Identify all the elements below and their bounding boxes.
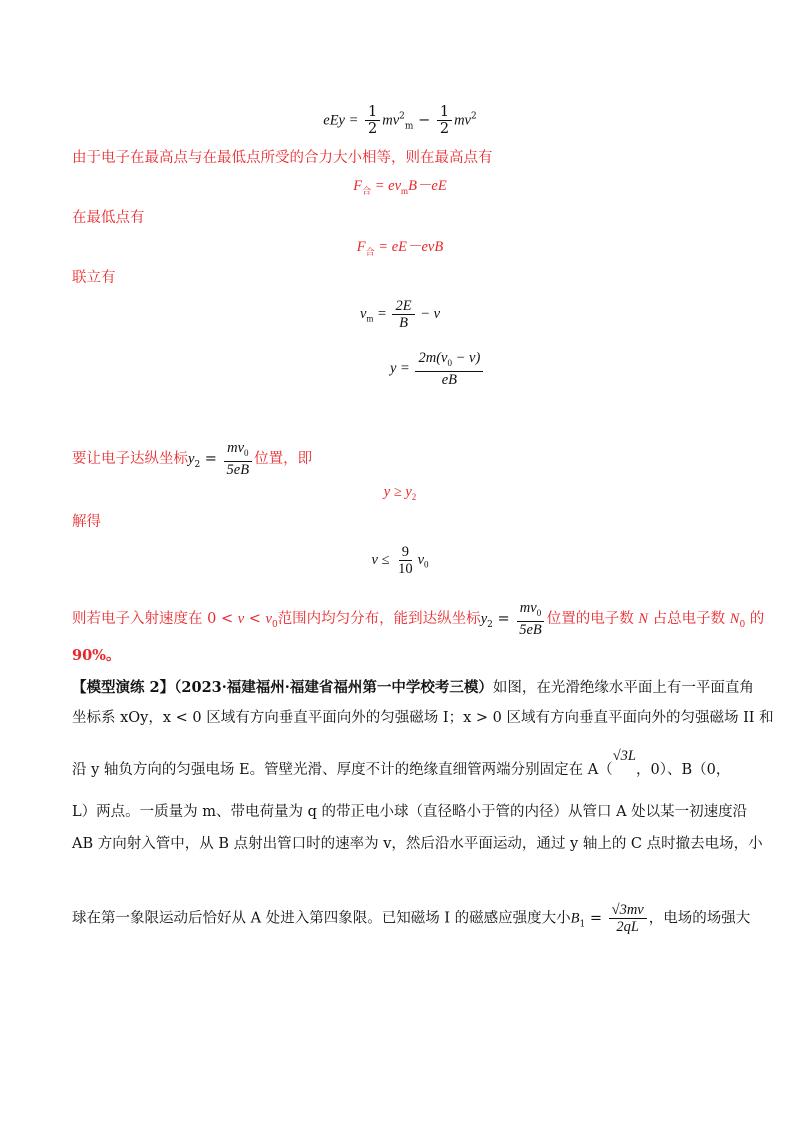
problem-title: 【模型演练 2】（2023·福建福州·福建省福州第一中学校考三模） bbox=[72, 679, 493, 696]
paragraph-conclusion: 则若电子入射速度在 $0 < v < v_0$范围内均匀分布，能到达纵坐标$y_2$ = $\frac{mv_0}{5eB}$ 位置的电子数 N 占总电子数 $N_0$ 的 bbox=[72, 600, 765, 638]
paragraph-reach-y2: 要让电子达纵坐标$y_2$ = $\frac{mv_0}{5eB}$ 位置，即 bbox=[72, 440, 313, 478]
problem-line-5: AB 方向射入管中，从 B 点射出管口时的速率为 v，然后沿水平面运动，通过 y 轴上的 C 点时撤去电场，小 bbox=[72, 836, 763, 852]
paragraph-combine: 联立有 bbox=[72, 270, 116, 286]
equation-energy: eEy = $\frac{1}{2}$ $mv^2_m$ − $\frac{1}{2}$ $mv^2$ bbox=[323, 104, 477, 137]
equation-vm: $v_m$ = $\frac{2E}{B}$ − v bbox=[359, 298, 441, 331]
equation-y: y = $\frac{2m(v_0 - v)}{eB}$ bbox=[390, 350, 485, 388]
paragraph-percent: 90%。 bbox=[72, 647, 121, 664]
equation-v-bound: v ≤ $\frac{9}{10}$ $v_0$ bbox=[371, 544, 429, 577]
problem-line-4: L）两点。一质量为 m、带电荷量为 q 的带正电小球（直径略小于管的内径）从管口 A 处以某一初速度沿 bbox=[72, 804, 748, 820]
paragraph-force-equal: 由于电子在最高点与在最低点所受的合力大小相等，则在最高点有 bbox=[72, 150, 493, 166]
paragraph-lowest-point: 在最低点有 bbox=[72, 210, 145, 226]
equation-inequality: $y \ge y_2$ bbox=[383, 484, 417, 502]
equation-top-force: $F_合 = ev_mB-eE$ bbox=[353, 178, 447, 196]
paragraph-solve: 解得 bbox=[72, 514, 101, 530]
equation-bottom-force: $F_合 = eE-evB$ bbox=[356, 239, 444, 257]
problem-line-3: 沿 y 轴负方向的匀强电场 E。管壁光滑、厚度不计的绝缘直细管两端分别固定在 A（√3L，0）、B（0， bbox=[72, 748, 731, 778]
problem-line-6: 球在第一象限运动后恰好从 A 处进入第四象限。已知磁场 I 的磁感应强度大小$B_1$ = $\frac{√3mv}{2qL}$ ，电场的场强大 bbox=[72, 902, 751, 935]
problem-line-2: 坐标系 xOy，x < 0 区域有方向垂直平面向外的匀强磁场 I；x > 0 区域有方向垂直平面向外的匀强磁场 II 和 bbox=[72, 710, 774, 726]
problem-line-1: 【模型演练 2】（2023·福建福州·福建省福州第一中学校考三模）如图，在光滑绝缘水平面上有一平面直角 bbox=[72, 679, 754, 696]
